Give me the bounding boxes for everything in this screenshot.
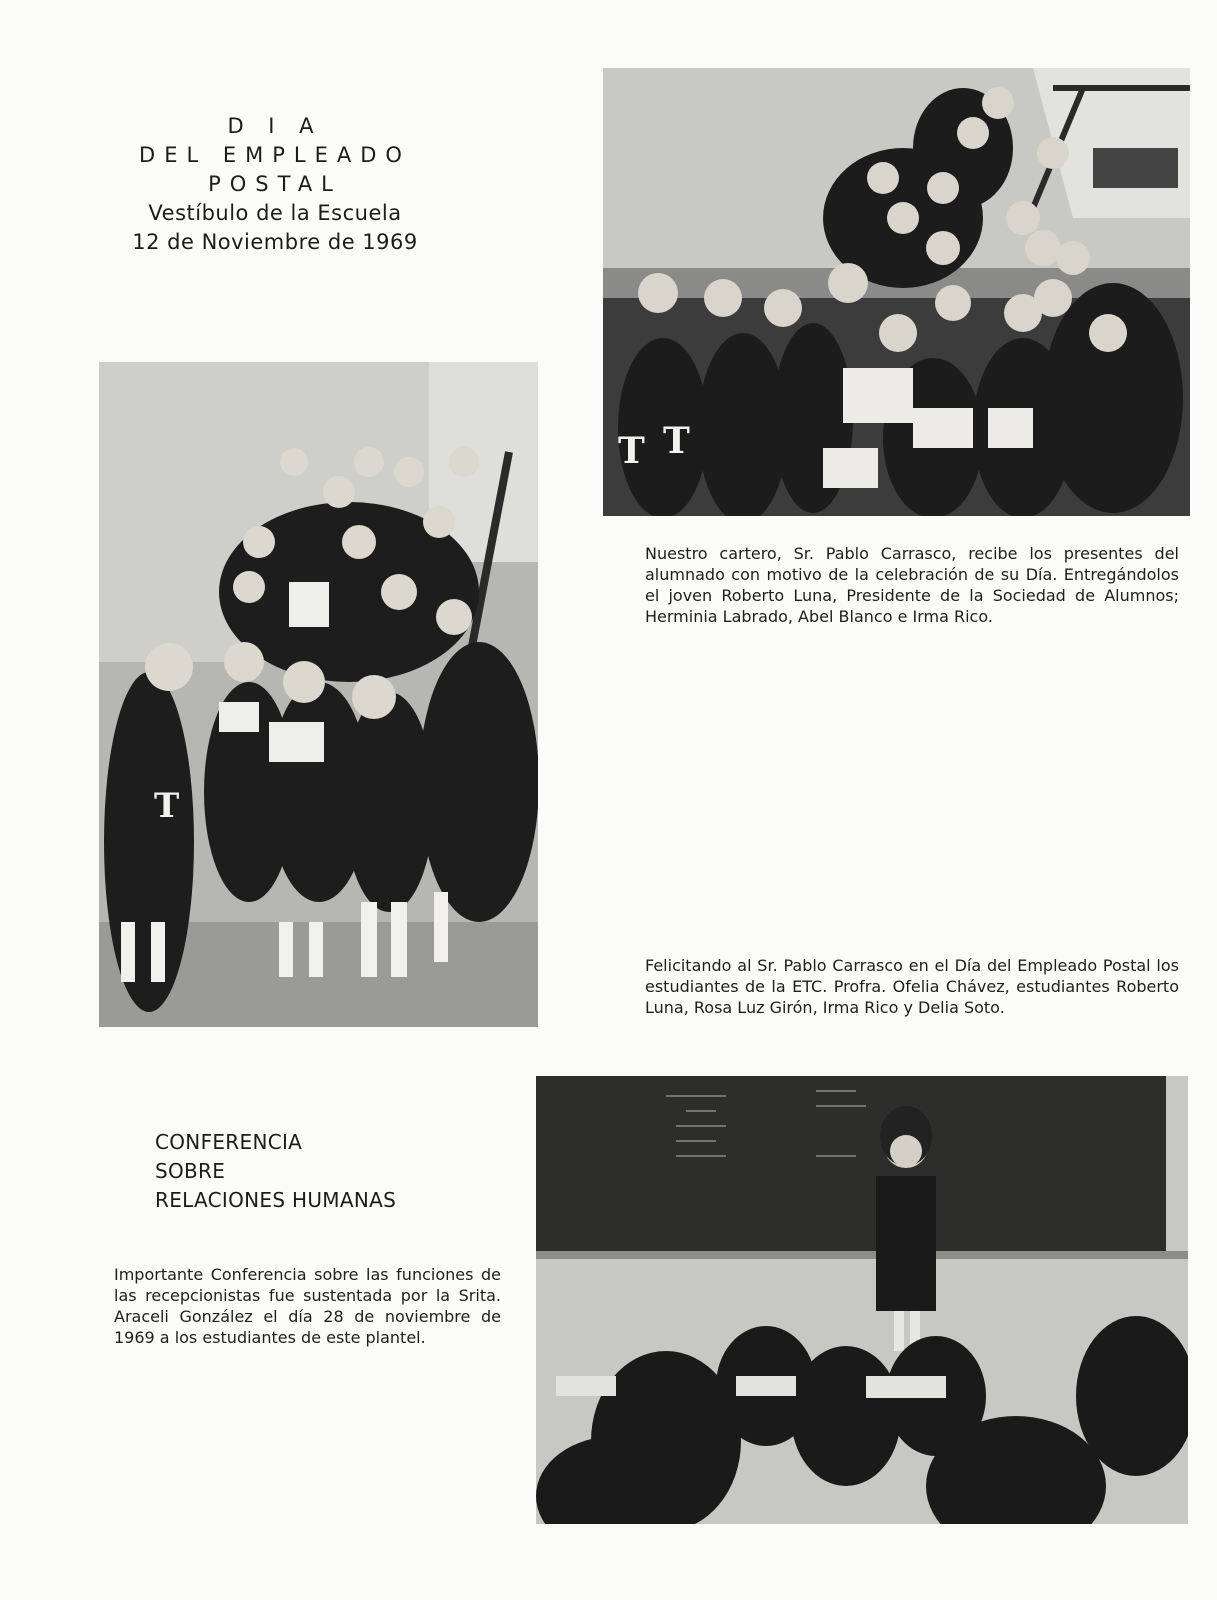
title-line-empleado: DEL EMPLEADO (139, 143, 411, 167)
page-title (110, 112, 440, 257)
section-heading-line-3: RELACIONES HUMANAS (155, 1188, 397, 1212)
photo-conference-classroom (536, 1076, 1188, 1524)
section-heading-line-1: CONFERENCIA (155, 1130, 303, 1154)
photo-postman-gifts (603, 68, 1190, 516)
section-heading-line-2: SOBRE (155, 1159, 226, 1183)
title-line-dia: D I A (227, 114, 323, 138)
section-body-text: Importante Conferencia sobre las funciones de las recepcionistas fue sustentada por la Srita. Araceli González el día 28 de noviembre de 1969 a los estudiantes de este plantel. (114, 1265, 501, 1347)
title-date: 12 de Noviembre de 1969 (132, 230, 418, 254)
sweater-letter-t-2: T (663, 420, 690, 462)
title-line-postal: POSTAL (208, 172, 342, 196)
sweater-letter-t: T (154, 786, 180, 826)
section-heading (155, 1128, 396, 1215)
title-location: Vestíbulo de la Escuela (148, 201, 402, 225)
caption-postman-gifts: Nuestro cartero, Sr. Pablo Carrasco, recibe los presentes del alumnado con motivo de la celebración de su Día. Entregándolos el joven Roberto Luna, Presidente de la Sociedad de Alumnos; Herminia Labrado, Abel Blanco e Irma Rico. (645, 544, 1179, 626)
photo-students-congratulating (99, 362, 538, 1027)
caption-congratulating: Felicitando al Sr. Pablo Carrasco en el Día del Empleado Postal los estudiantes de la ETC. Profra. Ofelia Chávez, estudiantes Roberto Luna, Rosa Luz Girón, Irma Rico y Delia Soto. (645, 956, 1179, 1017)
sweater-letter-t-1: T (618, 430, 645, 472)
